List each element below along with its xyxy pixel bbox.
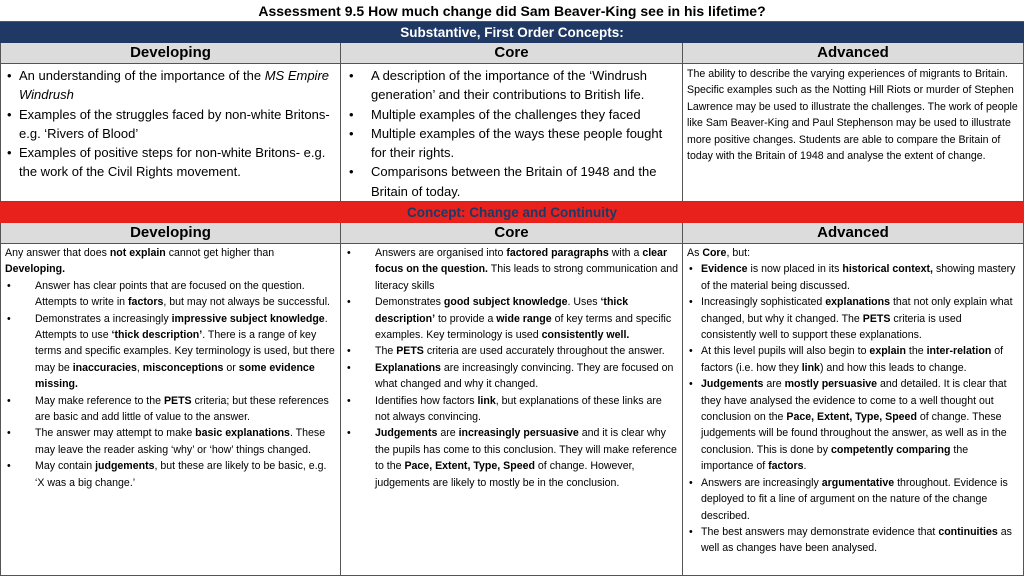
- cell-advanced-1: The ability to describe the varying experiences of migrants to Britain. Specific examples such as the Notting Hill Riots or murder of Stephen Lawrence may be used to illustrate the challenges. The work of people like Sam Beaver-King and Paul Stephenson may be used to illustrate more positive changes. Students are able to compare the Britain of today with the Britain of 1948 and analyse the extent of change.: [683, 64, 1024, 202]
- body-row-1: [0, 64, 1024, 202]
- list-item: • May make reference to the PETS criteria; but these references are basic and add little of value to the answer.: [5, 393, 336, 426]
- developing-intro: Any answer that does not explain cannot get higher than Developing.: [5, 247, 275, 276]
- header-core: Core: [341, 223, 683, 244]
- list-item: • Answers are organised into factored paragraphs with a clear focus on the question. This leads to strong communication and literacy skills: [345, 245, 678, 294]
- header-row-2: [0, 223, 1024, 244]
- header-advanced: Advanced: [683, 43, 1024, 64]
- list-item: • Answers are increasingly argumentative throughout. Evidence is deployed to fit a line of argument on the nature of the change described.: [687, 475, 1019, 524]
- body-row-2: [0, 244, 1024, 576]
- list-item: • Increasingly sophisticated explanations that not only explain what changed, but why it changed. The PETS criteria is used consistently well to support these explanations.: [687, 294, 1019, 343]
- section-band-substantive: Substantive, First Order Concepts:: [0, 22, 1024, 43]
- cell-advanced-2: [683, 244, 1024, 576]
- header-developing: Developing: [0, 43, 341, 64]
- list-item: • Demonstrates good subject knowledge. Uses ‘thick description’ to provide a wide range of key terms and specific examples. Key terminology is used consistently well.: [345, 294, 678, 343]
- list-item: • The best answers may demonstrate evidence that continuities as well as changes have been analysed.: [687, 524, 1019, 557]
- list-item: • Demonstrates a increasingly impressive subject knowledge. Attempts to use ‘thick description’. There is a range of key terms and specific examples. Key terminology is used, but there may be inaccuracies, misconceptions or some evidence missing.: [5, 311, 336, 393]
- list-item: • Explanations are increasingly convincing. They are focused on what changed and why it changed.: [345, 360, 678, 393]
- list-item: • An understanding of the importance of the MS Empire Windrush: [5, 66, 336, 105]
- advanced-intro: As Core, but:: [687, 247, 751, 259]
- list-item: • Multiple examples of the challenges they faced: [345, 105, 678, 124]
- list-item: • A description of the importance of the ‘Windrush generation’ and their contributions to British life.: [345, 66, 678, 105]
- list-item: • At this level pupils will also begin to explain the inter-relation of factors (i.e. how they link) and how this leads to change.: [687, 343, 1019, 376]
- cell-core-2: [341, 244, 683, 576]
- header-core: Core: [341, 43, 683, 64]
- cell-core-1: [341, 64, 683, 202]
- cell-developing-2: [0, 244, 341, 576]
- list-item: • Examples of positive steps for non-white Britons- e.g. the work of the Civil Rights movement.: [5, 143, 336, 182]
- list-item: • The PETS criteria are used accurately throughout the answer.: [345, 343, 678, 359]
- list-item: • Identifies how factors link, but explanations of these links are not always convincing.: [345, 393, 678, 426]
- list-item: • Comparisons between the Britain of 1948 and the Britain of today.: [345, 162, 678, 201]
- list-item: • Examples of the struggles faced by non-white Britons- e.g. ‘Rivers of Blood’: [5, 105, 336, 144]
- list-item: • Evidence is now placed in its historical context, showing mastery of the material being discussed.: [687, 261, 1019, 294]
- list-item: • May contain judgements, but these are likely to be basic, e.g. ‘X was a big change.’: [5, 458, 336, 491]
- header-developing: Developing: [0, 223, 341, 244]
- list-item: • Answer has clear points that are focused on the question. Attempts to write in factors, but may not always be successful.: [5, 278, 336, 311]
- list-item: • Multiple examples of the ways these people fought for their rights.: [345, 124, 678, 163]
- header-row-1: [0, 43, 1024, 64]
- section-band-change: Concept: Change and Continuity: [0, 202, 1024, 223]
- cell-developing-1: [0, 64, 341, 202]
- list-item: • The answer may attempt to make basic explanations. These may leave the reader asking ‘why’ or ‘how’ things changed.: [5, 425, 336, 458]
- page-title: Assessment 9.5 How much change did Sam Beaver-King see in his lifetime?: [0, 0, 1024, 22]
- header-advanced: Advanced: [683, 223, 1024, 244]
- list-item: • Judgements are increasingly persuasive and it is clear why the pupils has come to this conclusion. They will make reference to the Pace, Extent, Type, Speed of change. However, judgements are likely to mostly be in the conclusion.: [345, 425, 678, 491]
- list-item: • Judgements are mostly persuasive and detailed. It is clear that they have analysed the evidence to come to a well thought out conclusion on the Pace, Extent, Type, Speed of change. These judgements will be found throughout the answer, as well as in the conclusion. This is done by competently comparing the importance of factors.: [687, 376, 1019, 474]
